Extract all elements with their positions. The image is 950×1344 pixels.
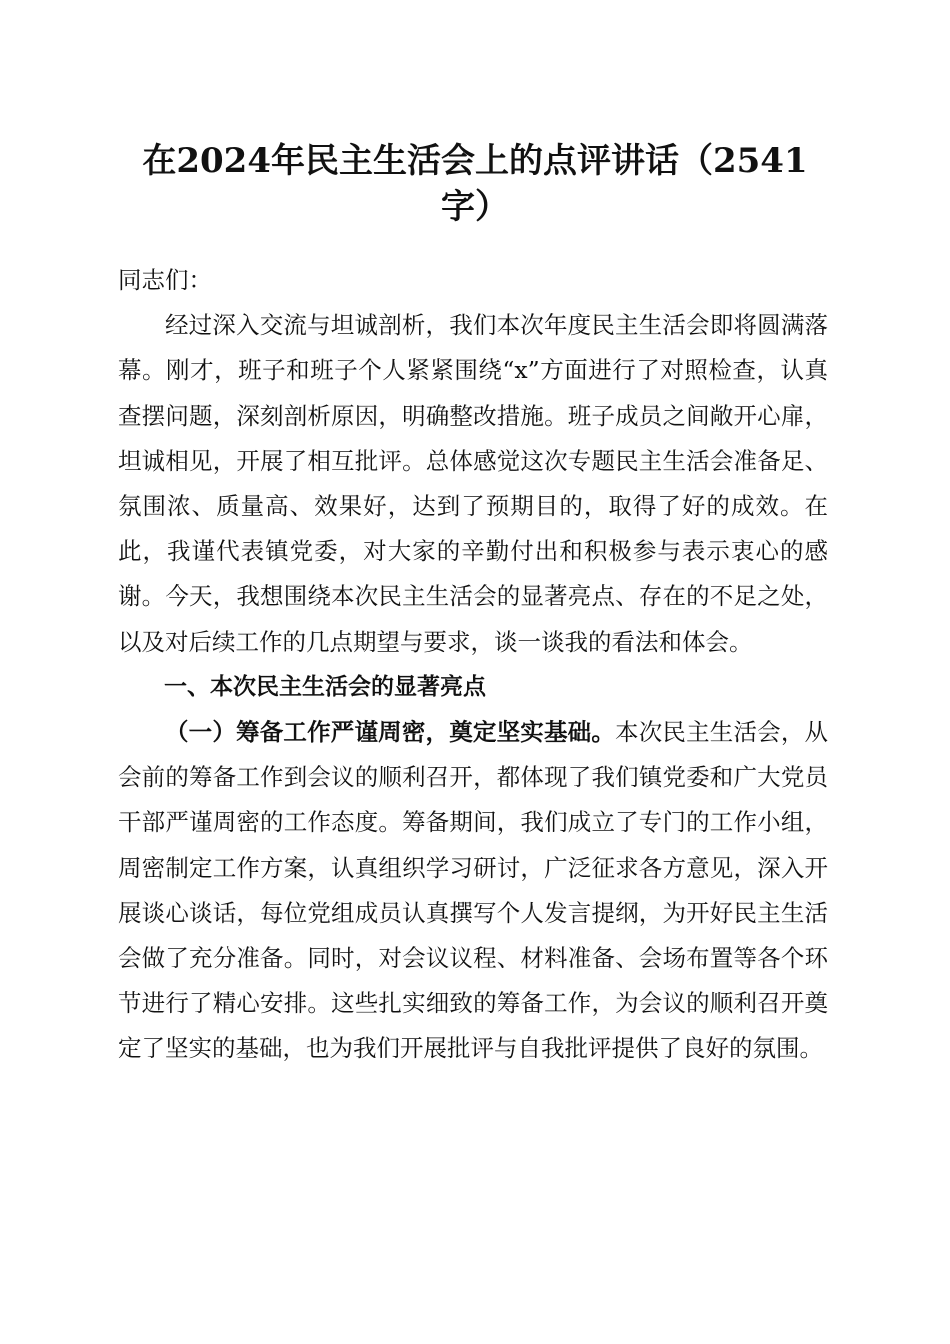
intro-paragraph: 经过深入交流与坦诚剖析，我们本次年度民主生活会即将圆满落幕。刚才，班子和班子个人紧紧围绕“x”方面进行了对照检查，认真查摆问题，深刻剖析原因，明确整改措施。班子成员之间敞开心扉，坦诚相见，开展了相互批评。总体感觉这次专题民主生活会准备足、氛围浓、质量高、效果好，达到了预期目的，取得了好的成效。在此，我谨代表镇党委，对大家的辛勤付出和积极参与表示衷心的感谢。今天，我想围绕本次民主生活会的显著亮点、存在的不足之处，以及对后续工作的几点期望与要求，谈一谈我的看法和体会。 [118, 311, 828, 656]
subsection-heading-1: （一）筹备工作严谨周密，奠定坚实基础。 [165, 718, 616, 747]
document-title: 在2024年民主生活会上的点评讲话（2541字） [142, 141, 808, 227]
salutation: 同志们： [118, 266, 212, 294]
section-heading-1: 一、本次民主生活会的显著亮点 [164, 673, 486, 700]
subsection-paragraph-1 [118, 710, 828, 1072]
subsection-text-1: 本次民主生活会，从会前的筹备工作到会议的顺利召开，都体现了我们镇党委和广大党员干部严谨周密的工作态度。筹备期间，我们成立了专门的工作小组，周密制定工作方案，认真组织学习研讨，广泛征求各方意见，深入开展谈心谈话，每位党组成员认真撰写个人发言提纲，为开好民主生活会做了充分准备。同时，对会议议程、材料准备、会场布置等各个环节进行了精心安排。这些扎实细致的筹备工作，为会议的顺利召开奠定了坚实的基础，也为我们开展批评与自我批评提供了良好的氛围。 [118, 718, 829, 1063]
document-body [118, 258, 828, 1072]
